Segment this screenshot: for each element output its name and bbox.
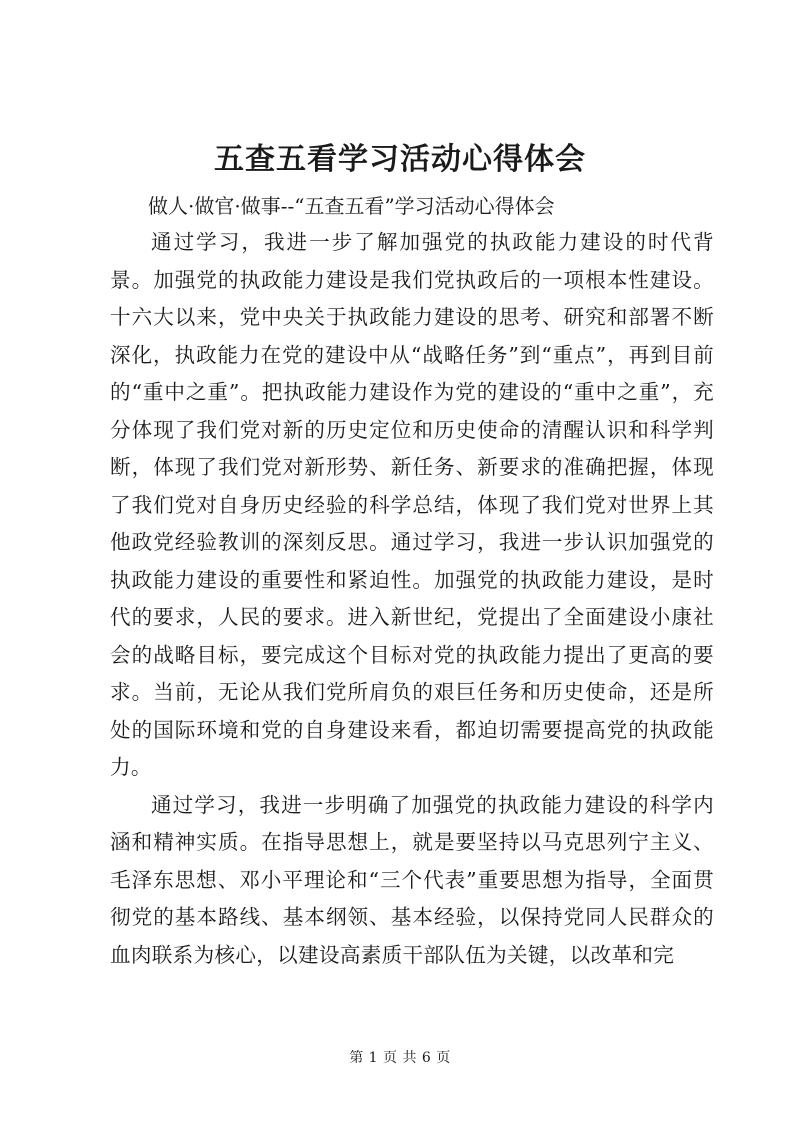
page-number-footer: 第 1 页 共 6 页 <box>349 1050 451 1066</box>
body-paragraph-1: 通过学习，我进一步了解加强党的执政能力建设的时代背景。加强党的执政能力建设是我们党执政后的一项根本性建设。十六大以来，党中央关于执政能力建设的思考、研究和部署不断深化，执政能力在党的建设中从“战略任务”到“重点”，再到目前的“重中之重”。把执政能力建设作为党的建设的“重中之重”，充分体现了我们党对新的历史定位和历史使命的清醒认识和科学判断，体现了我们党对新形势、新任务、新要求的准确把握，体现了我们党对自身历史经验的科学总结，体现了我们党对世界上其他政党经验教训的深刻反思。通过学习，我进一步认识加强党的执政能力建设的重要性和紧迫性。加强党的执政能力建设，是时代的要求，人民的要求。进入新世纪，党提出了全面建设小康社会的战略目标，要完成这个目标对党的执政能力提出了更高的要求。当前，无论从我们党所肩负的艰巨任务和历史使命，还是所处的国际环境和党的自身建设来看，都迫切需要提高党的执政能力。 <box>110 230 714 779</box>
document-title: 五查五看学习活动心得体会 <box>214 142 586 177</box>
body-paragraph-2: 通过学习，我进一步明确了加强党的执政能力建设的科学内涵和精神实质。在指导思想上，就是要坚持以马克思列宁主义、毛泽东思想、邓小平理论和“三个代表”重要思想为指导，全面贯彻党的基本路线、基本纲领、基本经验，以保持党同人民群众的血肉联系为核心，以建设高素质干部队伍为关键，以改革和完 <box>110 792 714 967</box>
document-body <box>110 224 714 974</box>
document-subtitle: 做人·做官·做事--“五查五看”学习活动心得体会 <box>148 194 555 218</box>
